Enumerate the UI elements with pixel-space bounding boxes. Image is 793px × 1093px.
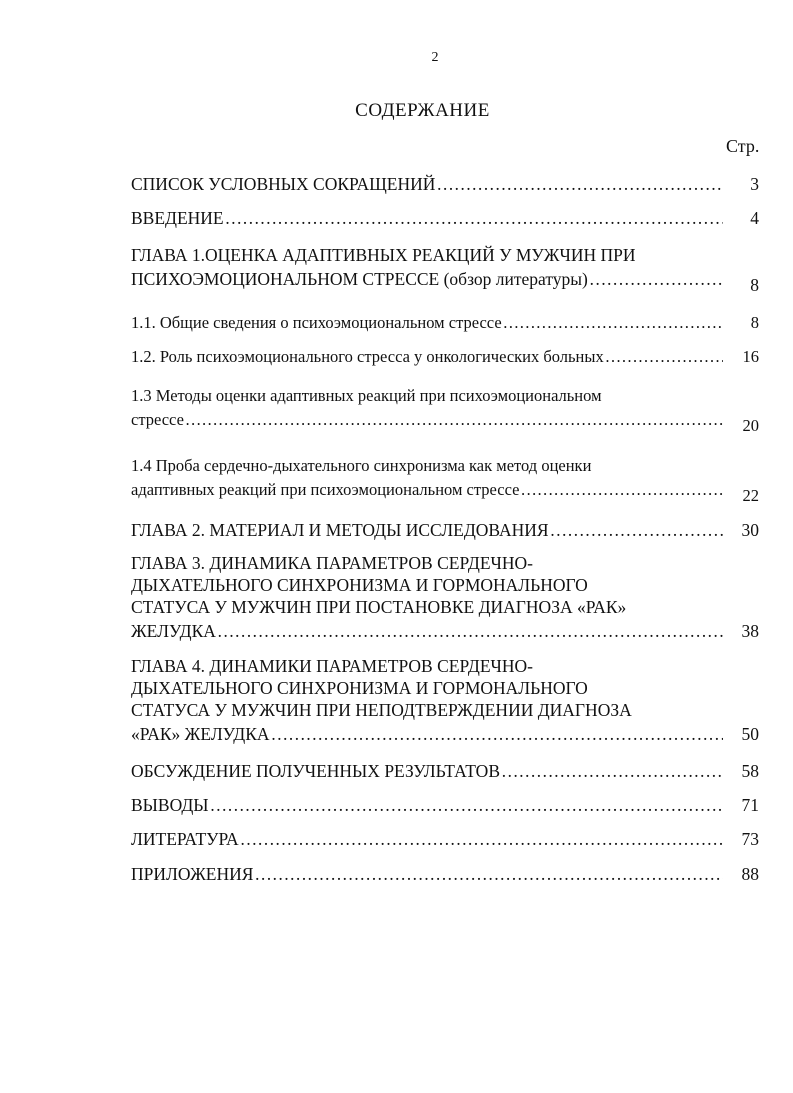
toc-page-number: 16 (742, 347, 759, 366)
toc-entry (131, 205, 759, 229)
toc-entry-text: 1.2. Роль психоэмоционального стресса у онкологических больных (131, 347, 604, 366)
toc-entry-text: ГЛАВА 3. ДИНАМИКА ПАРАМЕТРОВ СЕРДЕЧНО- (131, 553, 533, 573)
toc-entry (131, 310, 759, 334)
toc-entry-text: 1.4 Проба сердечно-дыхательного синхронизма как метод оценки (131, 456, 592, 475)
leader-dots (240, 828, 723, 850)
toc-page-number: 38 (741, 621, 759, 641)
toc-page-number: 30 (741, 520, 759, 540)
toc-entry-text: «РАК» ЖЕЛУДКА (131, 724, 270, 744)
toc-entry-text: ЖЕЛУДКА (131, 621, 216, 641)
toc-entry-text: ПСИХОЭМОЦИОНАЛЬНОМ СТРЕССЕ (обзор литературы) (131, 269, 588, 289)
toc-page-number: 8 (750, 275, 759, 295)
toc-entry (131, 655, 759, 745)
leader-dots (503, 312, 723, 334)
toc-entry-text: ЛИТЕРАТУРА (131, 829, 239, 849)
toc-page-number: 88 (741, 864, 759, 884)
toc-page-number: 50 (741, 724, 759, 744)
toc-entry (131, 792, 759, 816)
leader-dots (501, 760, 723, 782)
toc-entry-text: ГЛАВА 2. МАТЕРИАЛ И МЕТОДЫ ИССЛЕДОВАНИЯ (131, 520, 549, 540)
toc-entry-text: ВВЕДЕНИЕ (131, 208, 224, 228)
toc-title: СОДЕРЖАНИЕ (355, 100, 490, 121)
toc-entry (131, 344, 759, 368)
toc-entry (131, 455, 759, 505)
leader-dots (210, 794, 723, 816)
leader-dots (271, 723, 723, 745)
toc-page-number: 4 (750, 208, 759, 228)
toc-page-number: 58 (741, 761, 759, 781)
toc-page-number: 20 (742, 416, 759, 435)
toc-entry-text: СПИСОК УСЛОВНЫХ СОКРАЩЕНИЙ (131, 174, 436, 194)
toc-entry (131, 552, 759, 642)
toc-entry-text: ПРИЛОЖЕНИЯ (131, 864, 254, 884)
leader-dots (550, 519, 723, 541)
toc-page-number: 71 (741, 795, 759, 815)
toc-entry-text: 1.3 Методы оценки адаптивных реакций при психоэмоциональном (131, 386, 602, 405)
toc-entry-text: 1.1. Общие сведения о психоэмоциональном стрессе (131, 313, 502, 332)
toc-entry (131, 758, 759, 782)
toc-entry (131, 244, 759, 295)
toc-page-number: 3 (750, 174, 759, 194)
toc-page-number: 73 (741, 829, 759, 849)
toc-entry-text: адаптивных реакций при психоэмоциональном стрессе (131, 480, 520, 499)
leader-dots (217, 620, 723, 642)
toc-page-number: 22 (742, 486, 759, 505)
toc-entry (131, 861, 759, 885)
leader-dots (605, 346, 723, 368)
leader-dots (520, 479, 723, 501)
leader-dots (185, 409, 723, 431)
leader-dots (589, 268, 723, 290)
toc-entry-text: СТАТУСА У МУЖЧИН ПРИ НЕПОДТВЕРЖДЕНИИ ДИАГНОЗА (131, 700, 632, 720)
toc-entry (131, 517, 759, 541)
toc-page-number: 8 (750, 313, 759, 332)
toc-entry-text: ВЫВОДЫ (131, 795, 209, 815)
toc-entry-text: СТАТУСА У МУЖЧИН ПРИ ПОСТАНОВКЕ ДИАГНОЗА «РАК» (131, 597, 627, 617)
leader-dots (254, 863, 723, 885)
leader-dots (436, 173, 723, 195)
toc-entry (131, 171, 759, 195)
toc-entry-text: ДЫХАТЕЛЬНОГО СИНХРОНИЗМА И ГОРМОНАЛЬНОГО (131, 575, 588, 595)
toc-entry-text: стрессе (131, 410, 184, 429)
toc-entry-text: ГЛАВА 1.ОЦЕНКА АДАПТИВНЫХ РЕАКЦИЙ У МУЖЧИН ПРИ (131, 245, 636, 265)
toc-entry-text: ДЫХАТЕЛЬНОГО СИНХРОНИЗМА И ГОРМОНАЛЬНОГО (131, 678, 588, 698)
toc-entry-text: ГЛАВА 4. ДИНАМИКИ ПАРАМЕТРОВ СЕРДЕЧНО- (131, 656, 533, 676)
leader-dots (225, 207, 723, 229)
page-number: 2 (431, 50, 439, 65)
toc-entry (131, 385, 759, 435)
toc-entry-text: ОБСУЖДЕНИЕ ПОЛУЧЕННЫХ РЕЗУЛЬТАТОВ (131, 761, 500, 781)
page-column-header: Стр. (726, 136, 760, 156)
toc-entry (131, 826, 759, 850)
